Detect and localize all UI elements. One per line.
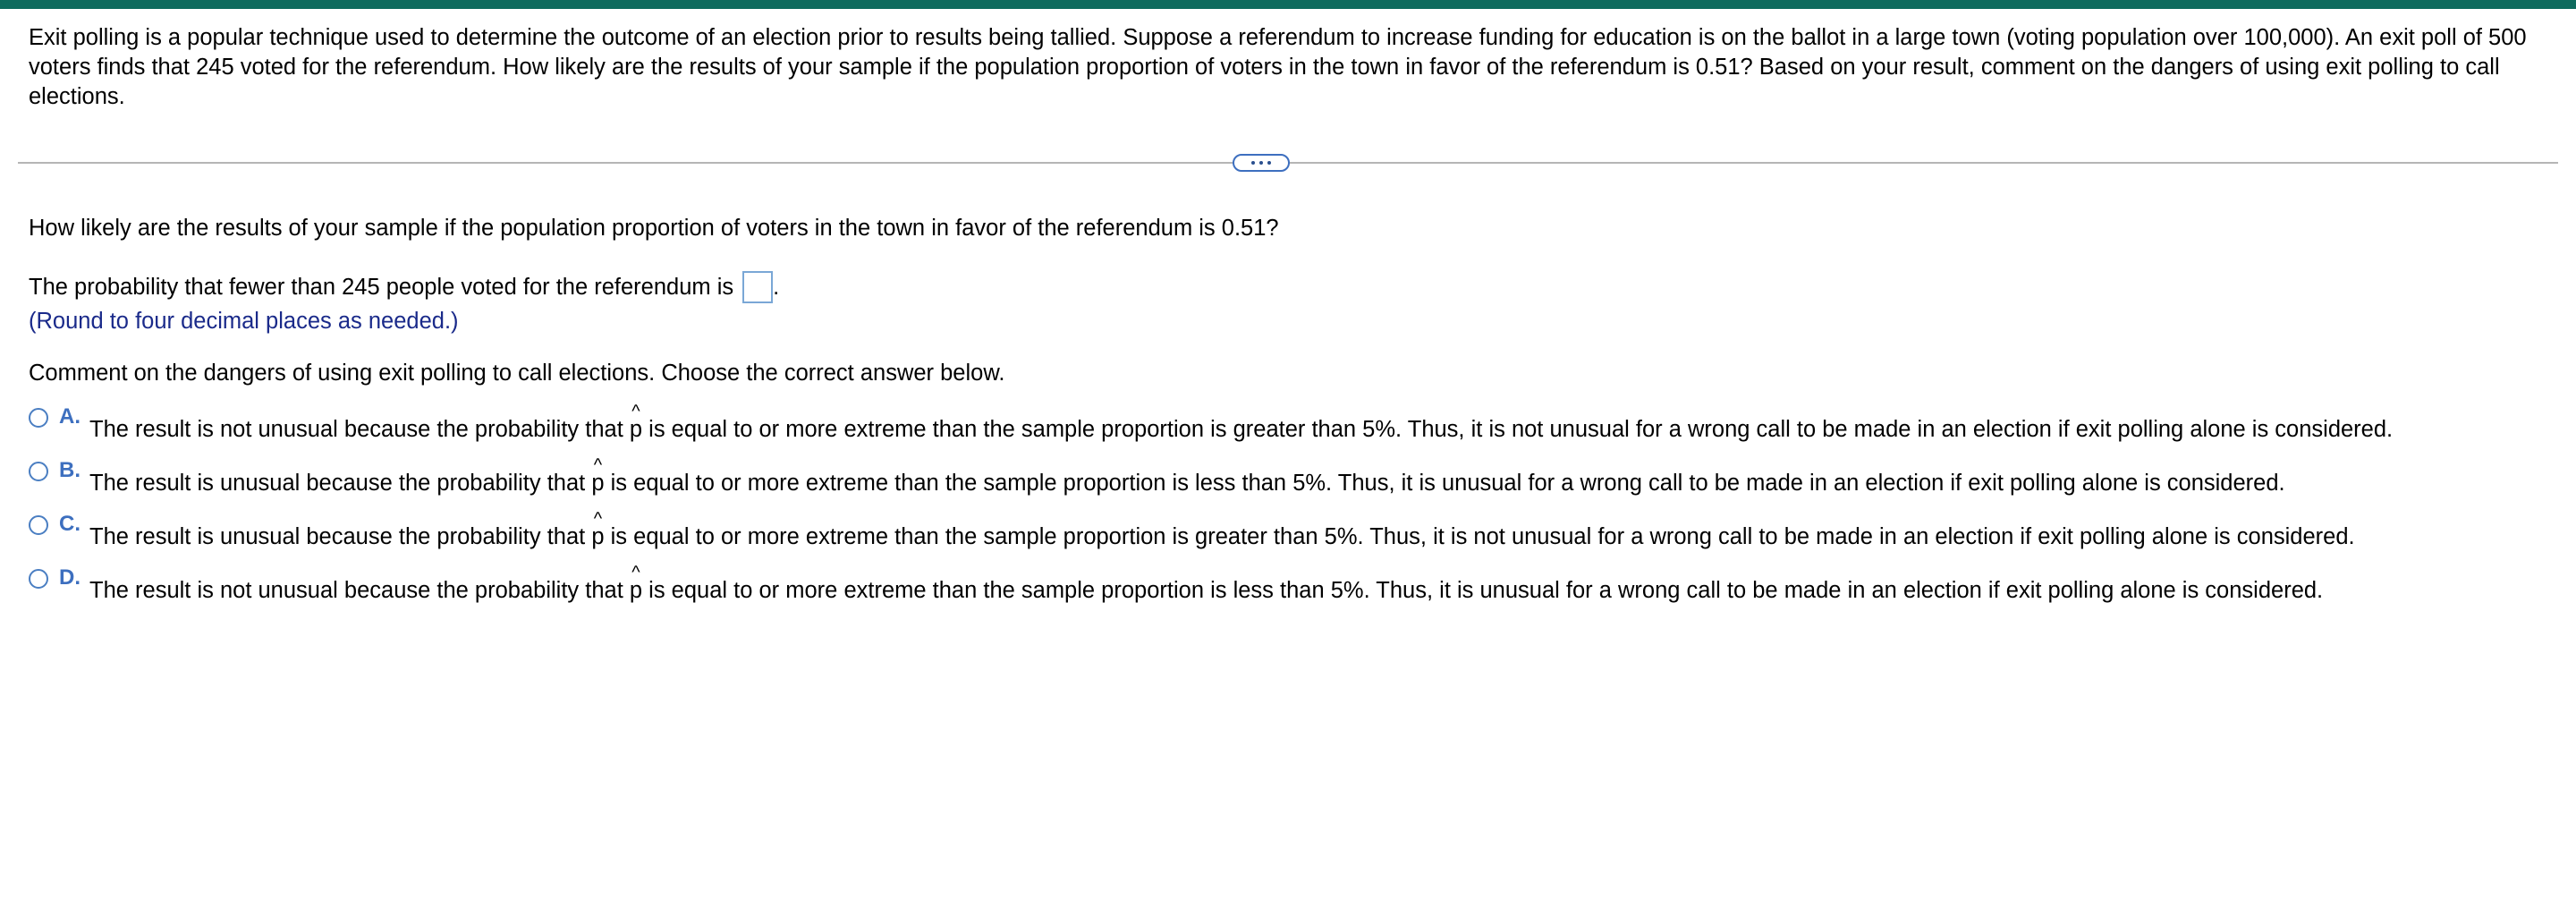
radio-button-b[interactable] — [29, 462, 48, 481]
radio-button-d[interactable] — [29, 569, 48, 589]
probability-prompt-line — [29, 271, 779, 303]
probability-answer-input[interactable] — [742, 271, 773, 303]
p-letter: p — [591, 524, 605, 549]
option-a[interactable] — [29, 403, 2393, 442]
option-text-after: is equal to or more extreme than the sample proportion is greater than 5%. Thus, it is not unusual for a wrong call to be made in an election if exit polling alone is considered. — [610, 524, 2355, 549]
radio-button-c[interactable] — [29, 515, 48, 535]
expand-more-button[interactable] — [1233, 154, 1290, 172]
option-text — [89, 455, 2285, 497]
top-accent-bar — [0, 0, 2576, 9]
hat-mark: ^ — [631, 563, 640, 582]
probability-prompt: The probability that fewer than 245 people voted for the referendum is — [29, 275, 734, 300]
option-text-before: The result is not unusual because the probability that — [89, 578, 623, 603]
option-c[interactable] — [29, 510, 2355, 549]
p-hat-symbol — [629, 402, 643, 444]
option-letter: C. — [59, 512, 80, 536]
p-hat-symbol — [629, 563, 643, 605]
p-letter: p — [629, 417, 643, 442]
radio-button-a[interactable] — [29, 408, 48, 428]
option-text — [89, 509, 2355, 551]
option-text-after: is equal to or more extreme than the sample proportion is less than 5%. Thus, it is unusual for a wrong call to be made in an election if exit polling alone is considered. — [648, 578, 2324, 603]
p-hat-symbol — [591, 455, 605, 497]
p-letter: p — [591, 471, 605, 496]
option-text-after: is equal to or more extreme than the sample proportion is less than 5%. Thus, it is unusual for a wrong call to be made in an election if exit polling alone is considered. — [610, 471, 2285, 496]
option-text-after: is equal to or more extreme than the sample proportion is greater than 5%. Thus, it is not unusual for a wrong call to be made in an election if exit polling alone is considered. — [648, 417, 2394, 442]
hat-mark: ^ — [631, 402, 640, 421]
p-hat-symbol — [591, 509, 605, 551]
option-text-before: The result is not unusual because the probability that — [89, 417, 623, 442]
option-d[interactable] — [29, 564, 2323, 603]
option-text — [89, 402, 2394, 444]
ellipsis-dot-icon — [1259, 161, 1263, 165]
option-letter: A. — [59, 404, 80, 429]
hat-mark: ^ — [593, 455, 603, 475]
part2-question: Comment on the dangers of using exit polling to call elections. Choose the correct answer below. — [29, 361, 1005, 386]
ellipsis-dot-icon — [1251, 161, 1255, 165]
part1-question: How likely are the results of your sample if the population proportion of voters in the town in favor of the referendum is 0.51? — [29, 216, 1279, 241]
ellipsis-dot-icon — [1267, 161, 1271, 165]
prompt-period: . — [773, 275, 780, 300]
option-text — [89, 563, 2324, 605]
hat-mark: ^ — [593, 509, 603, 529]
option-b[interactable] — [29, 456, 2285, 496]
option-text-before: The result is unusual because the probability that — [89, 524, 586, 549]
p-letter: p — [629, 578, 643, 603]
option-letter: D. — [59, 565, 80, 590]
rounding-hint: (Round to four decimal places as needed.) — [29, 309, 459, 334]
option-letter: B. — [59, 458, 80, 482]
option-text-before: The result is unusual because the probability that — [89, 471, 586, 496]
problem-statement: Exit polling is a popular technique used to determine the outcome of an election prior to results being tallied. Suppose a referendum to increase funding for education is on the ballot in a large town (voting population over 100,000). An exit poll of 500 voters finds that 245 voted for the referendum. How likely are the results of your sample if the population proportion of voters in the town in favor of the referendum is 0.51? Based on your result, comment on the dangers of using exit polling to call elections. — [29, 25, 2527, 109]
